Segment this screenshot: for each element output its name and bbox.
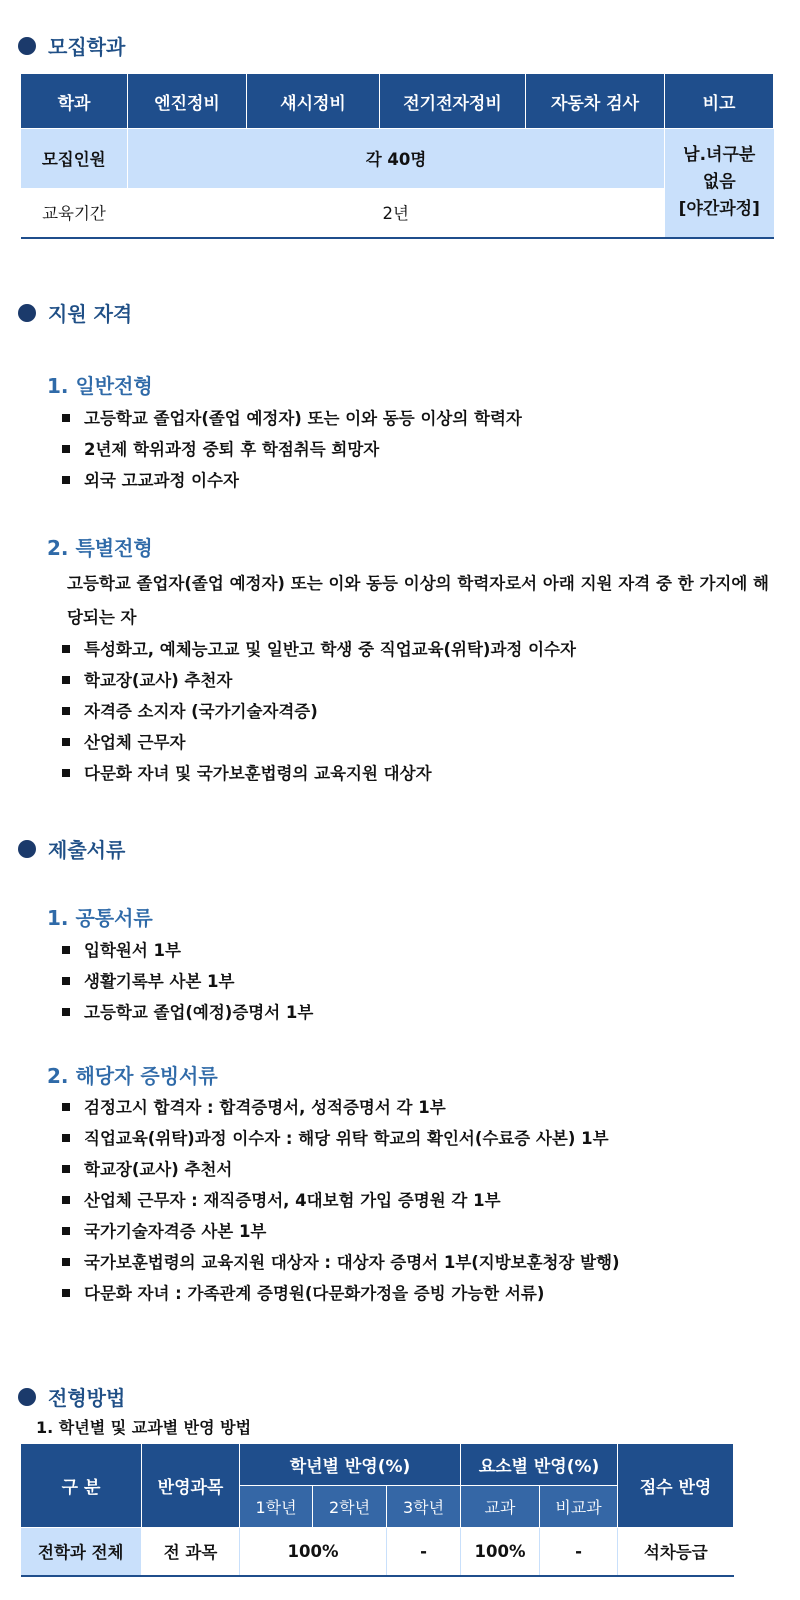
- section-documents: [18, 834, 125, 863]
- header-cell: 섀시정비: [247, 74, 380, 129]
- list-item: 특성화고, 예체능고교 및 일반고 학생 중 직업교육(위탁)과정 이수자: [62, 634, 792, 665]
- section-qualification: [18, 298, 132, 327]
- section-recruit: [18, 31, 125, 60]
- header-score: 점수 반영: [618, 1444, 734, 1528]
- general-admission-list: [62, 403, 792, 496]
- list-item: 검정고시 합격자 : 합격증명서, 성적증명서 각 1부: [62, 1092, 792, 1123]
- note-line: 없음: [702, 172, 736, 193]
- header-grade-3: 3학년: [387, 1486, 461, 1528]
- list-item: 고등학교 졸업자(졸업 예정자) 또는 이와 동등 이상의 학력자: [62, 403, 792, 434]
- bullet-dot-icon: [18, 37, 36, 55]
- list-item: 2년제 학위과정 중퇴 후 학점취득 희망자: [62, 434, 792, 465]
- section-title: 제출서류: [48, 838, 126, 862]
- list-item: 국가기술자격증 사본 1부: [62, 1216, 792, 1247]
- enrollment-value: 각 40명: [128, 129, 665, 188]
- cell-grade-3: -: [387, 1528, 461, 1576]
- list-item: 직업교육(위탁)과정 이수자 : 해당 위탁 학교의 확인서(수료증 사본) 1부: [62, 1123, 792, 1154]
- header-category: 구 분: [21, 1444, 142, 1528]
- list-item: 산업체 근무자: [62, 727, 792, 758]
- cell-grade-1-2: 100%: [240, 1528, 387, 1576]
- selection-table: [20, 1443, 734, 1577]
- special-admission-list: [62, 634, 792, 789]
- common-documents-title: 1. 공통서류: [47, 906, 153, 930]
- note-line: [야간과정]: [678, 199, 760, 220]
- note-cell: [665, 129, 774, 238]
- note-line: 남.녀구분: [683, 145, 756, 166]
- header-grade-weight: 학년별 반영(%): [240, 1444, 461, 1486]
- row-label: 모집인원: [21, 129, 128, 188]
- common-documents-list: [62, 935, 792, 1028]
- header-cell: 전기전자정비: [380, 74, 526, 129]
- list-item: 생활기록부 사본 1부: [62, 966, 792, 997]
- list-item: 다문화 자녀 및 국가보훈법령의 교육지원 대상자: [62, 758, 792, 789]
- special-admission-intro: 고등학교 졸업자(졸업 예정자) 또는 이와 동등 이상의 학력자로서 아래 지원 자격 중 한 가지에 해당되는 자: [67, 574, 769, 627]
- proof-documents-list: [62, 1092, 792, 1309]
- list-item: 입학원서 1부: [62, 935, 792, 966]
- section-selection: [18, 1382, 125, 1411]
- section-title: 지원 자격: [48, 302, 133, 326]
- cell-category: 전학과 전체: [21, 1528, 142, 1576]
- header-grade-1: 1학년: [240, 1486, 313, 1528]
- header-extracurricular: 비교과: [540, 1486, 618, 1528]
- header-cell: 비고: [665, 74, 774, 129]
- general-admission-title: 1. 일반전형: [47, 374, 153, 398]
- selection-method-title: 1. 학년별 및 교과별 반영 방법: [36, 1418, 252, 1437]
- cell-curricular: 100%: [461, 1528, 540, 1576]
- recruit-table: [20, 73, 774, 239]
- bullet-dot-icon: [18, 304, 36, 322]
- list-item: 산업체 근무자 : 재직증명서, 4대보험 가입 증명원 각 1부: [62, 1185, 792, 1216]
- period-value: 2년: [382, 204, 409, 223]
- header-cell: 자동차 검사: [526, 74, 665, 129]
- list-item: 자격증 소지자 (국가기술자격증): [62, 696, 792, 727]
- special-admission-title: 2. 특별전형: [47, 536, 153, 560]
- list-item: 외국 고교과정 이수자: [62, 465, 792, 496]
- list-item: 고등학교 졸업(예정)증명서 1부: [62, 997, 792, 1028]
- list-item: 학교장(교사) 추천자: [62, 665, 792, 696]
- cell-score: 석차등급: [643, 1543, 708, 1563]
- header-cell: 학과: [21, 74, 128, 129]
- list-item: 학교장(교사) 추천서: [62, 1154, 792, 1185]
- proof-documents-title: 2. 해당자 증빙서류: [47, 1064, 218, 1088]
- cell-subject: 전 과목: [142, 1528, 240, 1576]
- row-label: 교육기간: [42, 204, 106, 223]
- header-curricular: 교과: [461, 1486, 540, 1528]
- bullet-dot-icon: [18, 1388, 36, 1406]
- list-item: 국가보훈법령의 교육지원 대상자 : 대상자 증명서 1부(지방보훈청장 발행): [62, 1247, 792, 1278]
- header-cell: 엔진정비: [128, 74, 247, 129]
- cell-extracurricular: -: [540, 1528, 618, 1576]
- header-element-weight: 요소별 반영(%): [461, 1444, 618, 1486]
- section-title: 모집학과: [48, 35, 126, 59]
- header-subject: 반영과목: [142, 1444, 240, 1528]
- header-grade-2: 2학년: [313, 1486, 387, 1528]
- table-row: [21, 1528, 734, 1576]
- section-title: 전형방법: [48, 1386, 126, 1410]
- bullet-dot-icon: [18, 840, 36, 858]
- list-item: 다문화 자녀 : 가족관계 증명원(다문화가정을 증빙 가능한 서류): [62, 1278, 792, 1309]
